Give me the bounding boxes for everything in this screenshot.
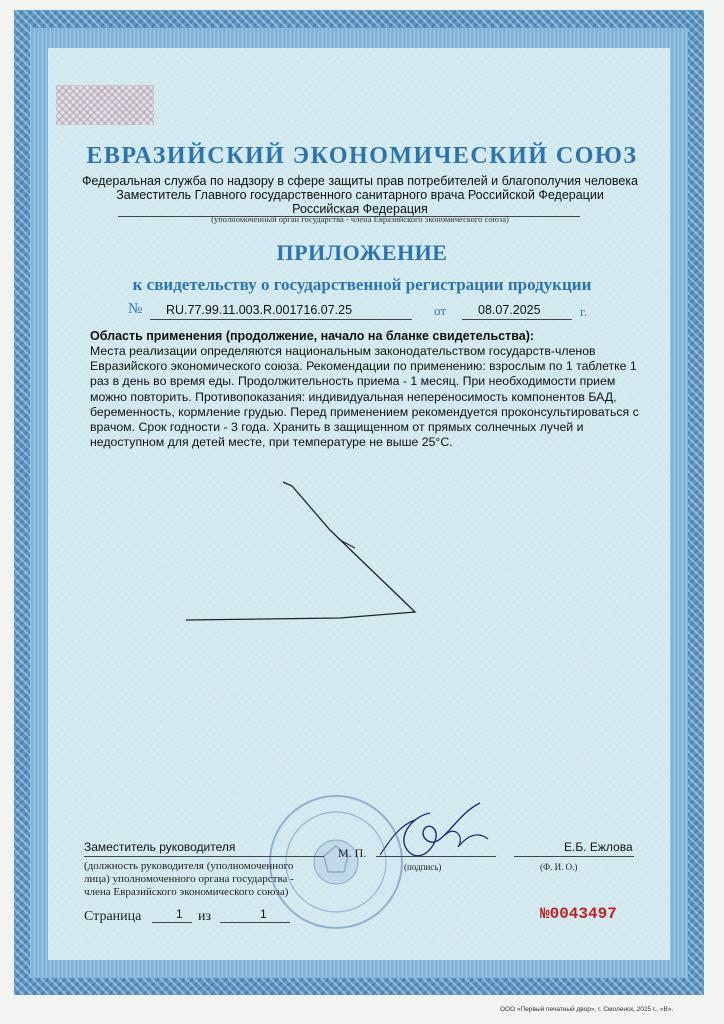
position-caption-3: члена Евразийского экономического союза): [84, 886, 289, 898]
appendix-title: ПРИЛОЖЕНИЕ: [276, 240, 448, 265]
name-caption: (Ф. И. О.): [540, 862, 578, 872]
signature-underline: [376, 856, 496, 857]
appendix-subtitle: к свидетельству о государственной регистрации продукции: [132, 275, 592, 294]
page-current-underline: [152, 922, 192, 923]
printer-note: ООО «Первый печатный двор», г. Смоленск, 2025 г., «В».: [500, 1006, 674, 1013]
page-label: Страница: [84, 909, 142, 924]
position-caption-1: (должность руководителя (уполномоченного: [84, 860, 294, 872]
signature-caption: (подпись): [404, 862, 442, 872]
union-title: ЕВРАЗИЙСКИЙ ЭКОНОМИЧЕСКИЙ СОЮЗ: [86, 143, 638, 169]
signer-name: Е.Б. Ежлова: [564, 840, 633, 854]
scope-text: Места реализации определяются национальным законодательством государств-членов Евразийского экономического союза. Рекомендации по применению: взрослым по 1 таблетке 1 раз в день во время еды. Продолжительность приема - 1 месяц. При необходимости прием можно повторить. Противопоказания: индивидуальная непереносимость компонентов БАД, беременность, кормление грудью. Перед применением рекомендуется проконсультироваться с врачом. Срок годности - 3 года. Хранить в защищенном от прямых солнечных лучей и недоступном для детей месте, при температуре не выше 25°С.: [90, 344, 639, 450]
scope-heading: Область применения (продолжение, начало на бланке свидетельства):: [90, 329, 535, 343]
certificate-date: 08.07.2025: [478, 303, 541, 317]
serial-number: №0043497: [540, 905, 617, 923]
stamp-place-label: М. П.: [338, 846, 367, 860]
agency-official: Заместитель Главного государственного санитарного врача Российской Федерации: [116, 188, 604, 202]
year-suffix: г.: [580, 304, 588, 319]
agency-name: Федеральная служба по надзору в сфере защиты прав потребителей и благополучия человека: [81, 174, 639, 188]
agency-caption: (уполномоченный орган государства - члена Евразийского экономического союза): [211, 214, 509, 224]
page-total: 1: [260, 907, 267, 921]
position-caption-2: лица) уполномоченного органа государства -: [84, 873, 294, 885]
page-current: 1: [176, 907, 183, 921]
handwritten-signature: [370, 795, 500, 870]
number-label: №: [128, 301, 143, 317]
date-label: от: [434, 303, 447, 318]
agency-country: Российская Федерация: [292, 202, 428, 216]
page-of-label: из: [198, 909, 212, 924]
certificate-number: RU.77.99.11.003.R.001716.07.25: [166, 303, 353, 317]
signer-position: Заместитель руководителя: [84, 840, 236, 854]
position-underline: [84, 856, 324, 857]
name-underline: [514, 856, 634, 857]
page-total-underline: [220, 922, 290, 923]
